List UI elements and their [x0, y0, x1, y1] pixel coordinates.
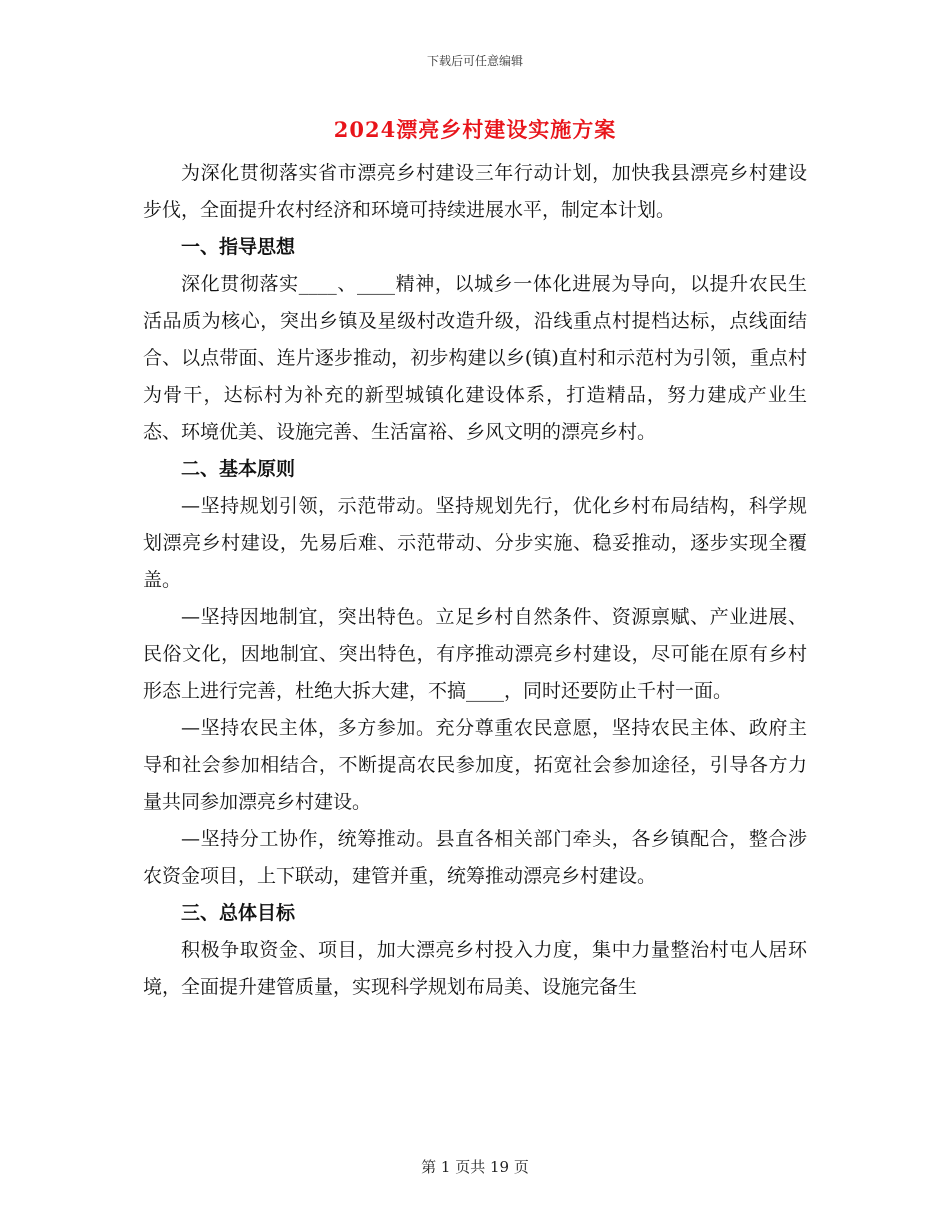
overall-goals-paragraph: 积极争取资金、项目，加大漂亮乡村投入力度，集中力量整治村屯人居环境，全面提升建管质量，实现科学规划布局美、设施完备生: [143, 939, 807, 998]
document-body: [143, 155, 807, 1006]
header-note: 下载后可任意编辑: [426, 54, 523, 68]
document-title: 2024漂亮乡村建设实施方案: [333, 117, 617, 142]
page-number: 第 1 页共 19 页: [421, 1158, 529, 1176]
principle-farmer-subject-paragraph: —坚持农民主体，多方参加。充分尊重农民意愿，坚持农民主体、政府主导和社会参加相结合，不断提高农民参加度，拓宽社会参加途径，引导各方力量共同参加漂亮乡村建设。: [143, 717, 807, 813]
intro-paragraph: 为深化贯彻落实省市漂亮乡村建设三年行动计划，加快我县漂亮乡村建设步伐，全面提升农村经济和环境可持续进展水平，制定本计划。: [143, 162, 807, 221]
principle-local-conditions-paragraph: —坚持因地制宜，突出特色。立足乡村自然条件、资源禀赋、产业进展、民俗文化，因地制宜、突出特色，有序推动漂亮乡村建设，尽可能在原有乡村形态上进行完善，杜绝大拆大建，不搞____，同时还要防止千村一面。: [143, 606, 807, 702]
section-heading-overall-goals: 三、总体目标: [181, 902, 296, 924]
principle-planning-paragraph: —坚持规划引领，示范带动。坚持规划先行，优化乡村布局结构，科学规划漂亮乡村建设，先易后难、示范带动、分步实施、稳妥推动，逐步实现全覆盖。: [143, 495, 807, 591]
guiding-ideology-paragraph: 深化贯彻落实____、____精神，以城乡一体化进展为导向，以提升农民生活品质为核心，突出乡镇及星级村改造升级，沿线重点村提档达标，点线面结合、以点带面、连片逐步推动，初步构建以乡(镇)直村和示范村为引领，重点村为骨干，达标村为补充的新型城镇化建设体系，打造精品，努力建成产业生态、环境优美、设施完善、生活富裕、乡风文明的漂亮乡村。: [143, 273, 807, 443]
principle-coordination-paragraph: —坚持分工协作，统筹推动。县直各相关部门牵头，各乡镇配合，整合涉农资金项目，上下联动，建管并重，统筹推动漂亮乡村建设。: [143, 828, 807, 887]
section-heading-guiding-ideology: 一、指导思想: [181, 236, 296, 258]
section-heading-basic-principles: 二、基本原则: [181, 458, 296, 480]
